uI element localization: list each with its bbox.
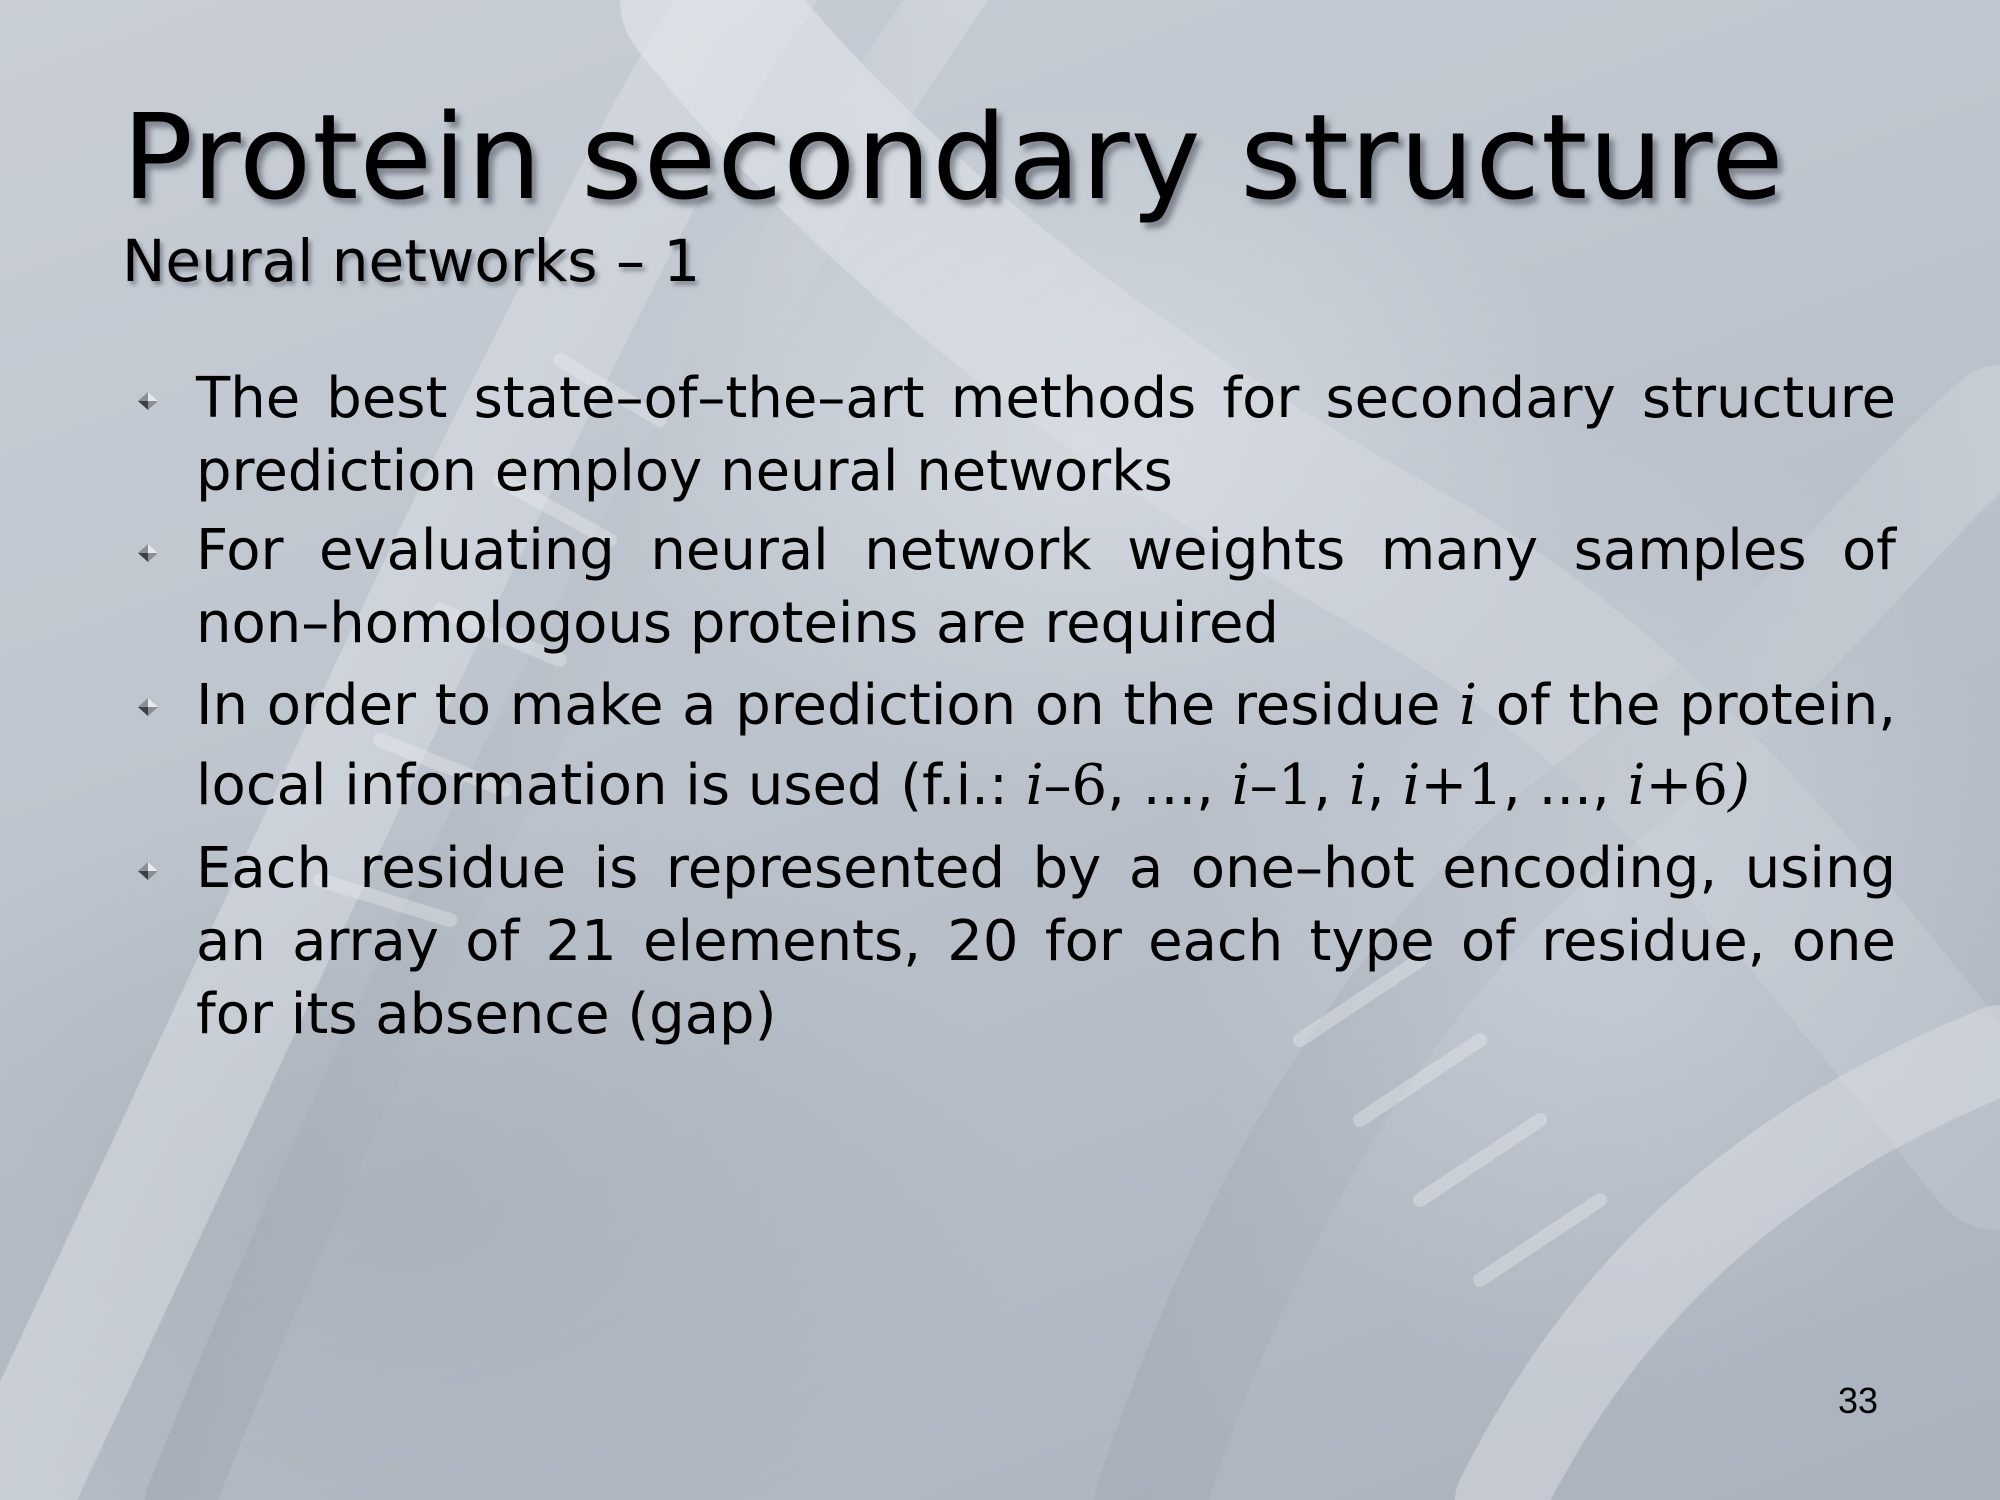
bullet-text-part: In order to make a prediction on the residue bbox=[196, 673, 1460, 738]
bullet-text-part: ) bbox=[1728, 753, 1750, 818]
diamond-bullet-icon bbox=[136, 860, 160, 882]
diamond-bullet-icon bbox=[136, 390, 160, 412]
bullet-text-part: , bbox=[1366, 753, 1403, 818]
math-number: –1 bbox=[1249, 753, 1314, 818]
bullet-text-part: , ..., bbox=[1107, 753, 1232, 818]
math-number: –6 bbox=[1043, 753, 1108, 818]
bullet-text-part: of the protein, local information is used (f.i.: bbox=[196, 673, 1896, 818]
bullet-list bbox=[130, 362, 1896, 1057]
math-number: +1 bbox=[1420, 753, 1503, 818]
math-variable: i bbox=[1627, 753, 1646, 818]
bullet-item bbox=[130, 666, 1896, 826]
slide-subtitle: Neural networks – 1 bbox=[122, 227, 701, 295]
math-variable: i bbox=[1348, 753, 1367, 818]
bullet-item bbox=[130, 362, 1896, 508]
bullet-item bbox=[130, 832, 1896, 1051]
slide-title: Protein secondary structure bbox=[122, 88, 1785, 226]
math-variable: i bbox=[1459, 673, 1478, 738]
math-variable: i bbox=[1231, 753, 1250, 818]
page-number: 33 bbox=[1837, 1380, 1878, 1421]
bullet-item bbox=[130, 514, 1896, 660]
diamond-bullet-icon bbox=[136, 696, 160, 718]
math-number: +6 bbox=[1645, 753, 1729, 818]
bullet-text: For evaluating neural network weights many samples of non–homologous proteins are required bbox=[196, 518, 1896, 656]
math-variable: i bbox=[1402, 753, 1421, 818]
bullet-text: Each residue is represented by a one–hot encoding, using an array of 21 elements, 20 for each type of residue, one for its absence (gap) bbox=[196, 836, 1896, 1047]
bullet-text: The best state–of–the–art methods for secondary structure prediction employ neural networks bbox=[196, 366, 1896, 504]
diamond-bullet-icon bbox=[136, 542, 160, 564]
bullet-text-part: , bbox=[1313, 753, 1349, 818]
bullet-text-part: , ..., bbox=[1502, 753, 1628, 818]
math-variable: i bbox=[1025, 753, 1044, 818]
